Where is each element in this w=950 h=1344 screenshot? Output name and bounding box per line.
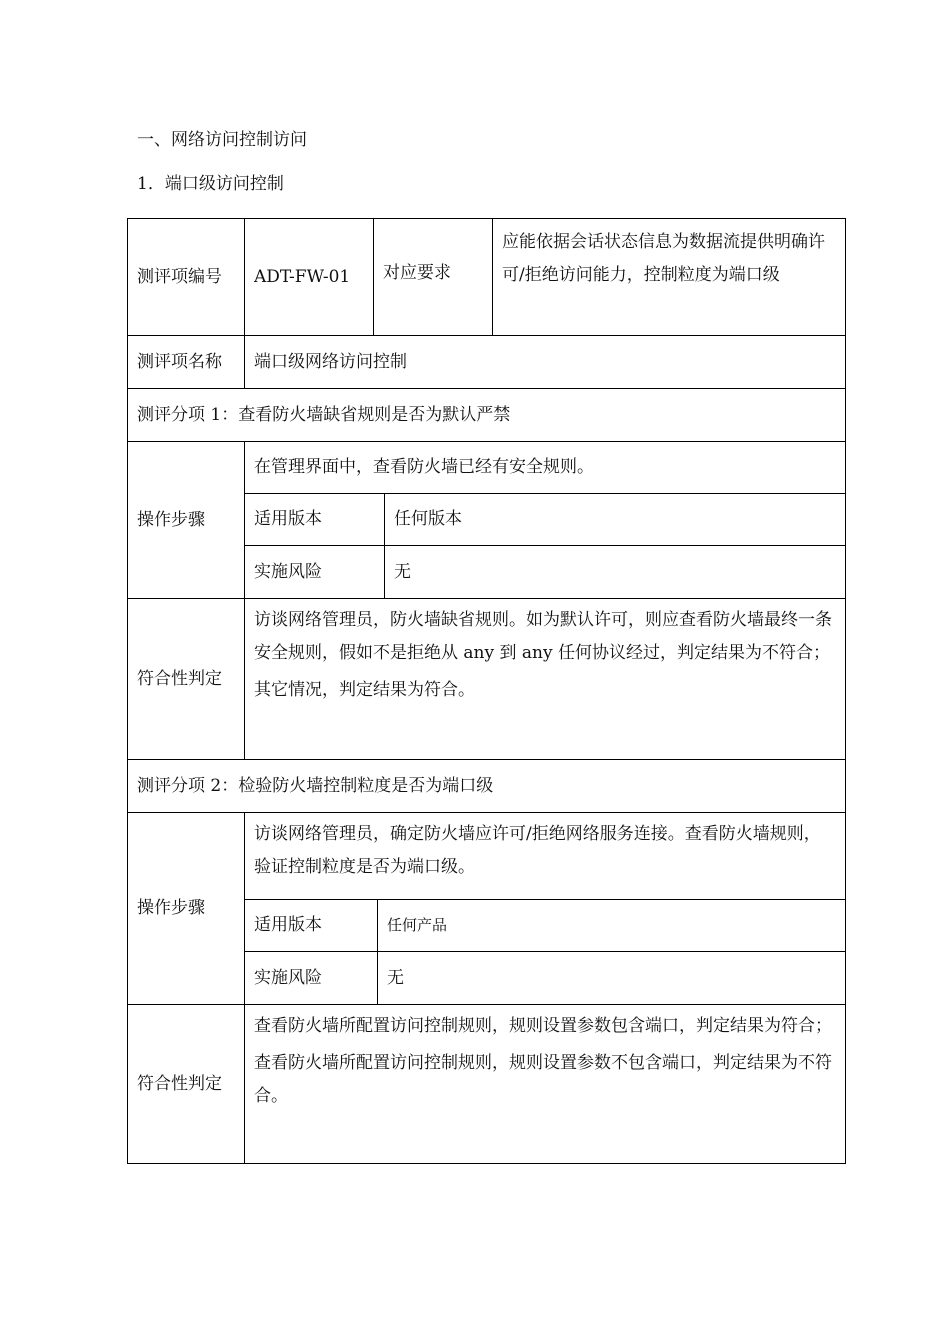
- section-heading: 一、网络访问控制访问: [137, 130, 307, 150]
- sub-item-1-title: 测评分项 1：查看防火墙缺省规则是否为默认严禁: [137, 404, 511, 425]
- sub-item-2-title: 测评分项 2：检验防火墙控制粒度是否为端口级: [137, 775, 494, 796]
- name-label: 测评项名称: [137, 351, 222, 372]
- table-border-bottom: [127, 1163, 846, 1164]
- sub-item-1-steps-text: 在管理界面中，查看防火墙已经有安全规则。: [254, 457, 594, 477]
- judge-paragraph: 访谈网络管理员，防火墙缺省规则。如为默认许可，则应查看防火墙最终一条安全规则，假如不是拒绝从 any 到 any 任何协议经过，判定结果为不符合；: [254, 610, 832, 663]
- judge-paragraph: 查看防火墙所配置访问控制规则，规则设置参数包含端口，判定结果为符合；: [254, 1016, 832, 1036]
- sub-item-2-risk-value: 无: [387, 967, 404, 988]
- sub-item-1-judge-label: 符合性判定: [137, 668, 222, 689]
- table-border-right: [845, 218, 846, 1164]
- sub-item-1-risk-value: 无: [394, 561, 411, 582]
- sub-item-1-judge-text: [245, 599, 845, 759]
- requirement-value: 应能依据会话状态信息为数据流提供明确许可/拒绝访问能力，控制粒度为端口级: [502, 232, 825, 285]
- sub-item-2-steps-label: 操作步骤: [137, 898, 205, 918]
- sub-item-2-version-label: 适用版本: [254, 915, 322, 935]
- sub-item-1-version-label: 适用版本: [254, 509, 322, 529]
- sub-item-1-steps-label: 操作步骤: [137, 509, 205, 530]
- subsection-heading: 1．端口级访问控制: [137, 174, 284, 194]
- sub-item-1-risk-label: 实施风险: [254, 561, 322, 582]
- judge-paragraph: 查看防火墙所配置访问控制规则，规则设置参数不包含端口，判定结果为不符合。: [254, 1053, 832, 1106]
- id-value: ADT-FW-01: [254, 266, 351, 287]
- sub-item-2-version-value: 任何产品: [387, 916, 448, 934]
- sub-item-2-judge-text: [245, 1005, 845, 1163]
- id-label: 测评项编号: [137, 266, 222, 287]
- sub-item-2-judge-label: 符合性判定: [137, 1073, 222, 1094]
- sub-item-2-steps-text: 访谈网络管理员，确定防火墙应许可/拒绝网络服务连接。查看防火墙规则，验证控制粒度是否为端口级。: [254, 824, 821, 877]
- sub-item-1-version-value: 任何版本: [394, 509, 462, 529]
- name-value: 端口级网络访问控制: [254, 351, 407, 372]
- requirement-label: 对应要求: [383, 263, 451, 283]
- judge-paragraph: 其它情况，判定结果为符合。: [254, 680, 475, 700]
- sub-item-2-risk-label: 实施风险: [254, 967, 322, 988]
